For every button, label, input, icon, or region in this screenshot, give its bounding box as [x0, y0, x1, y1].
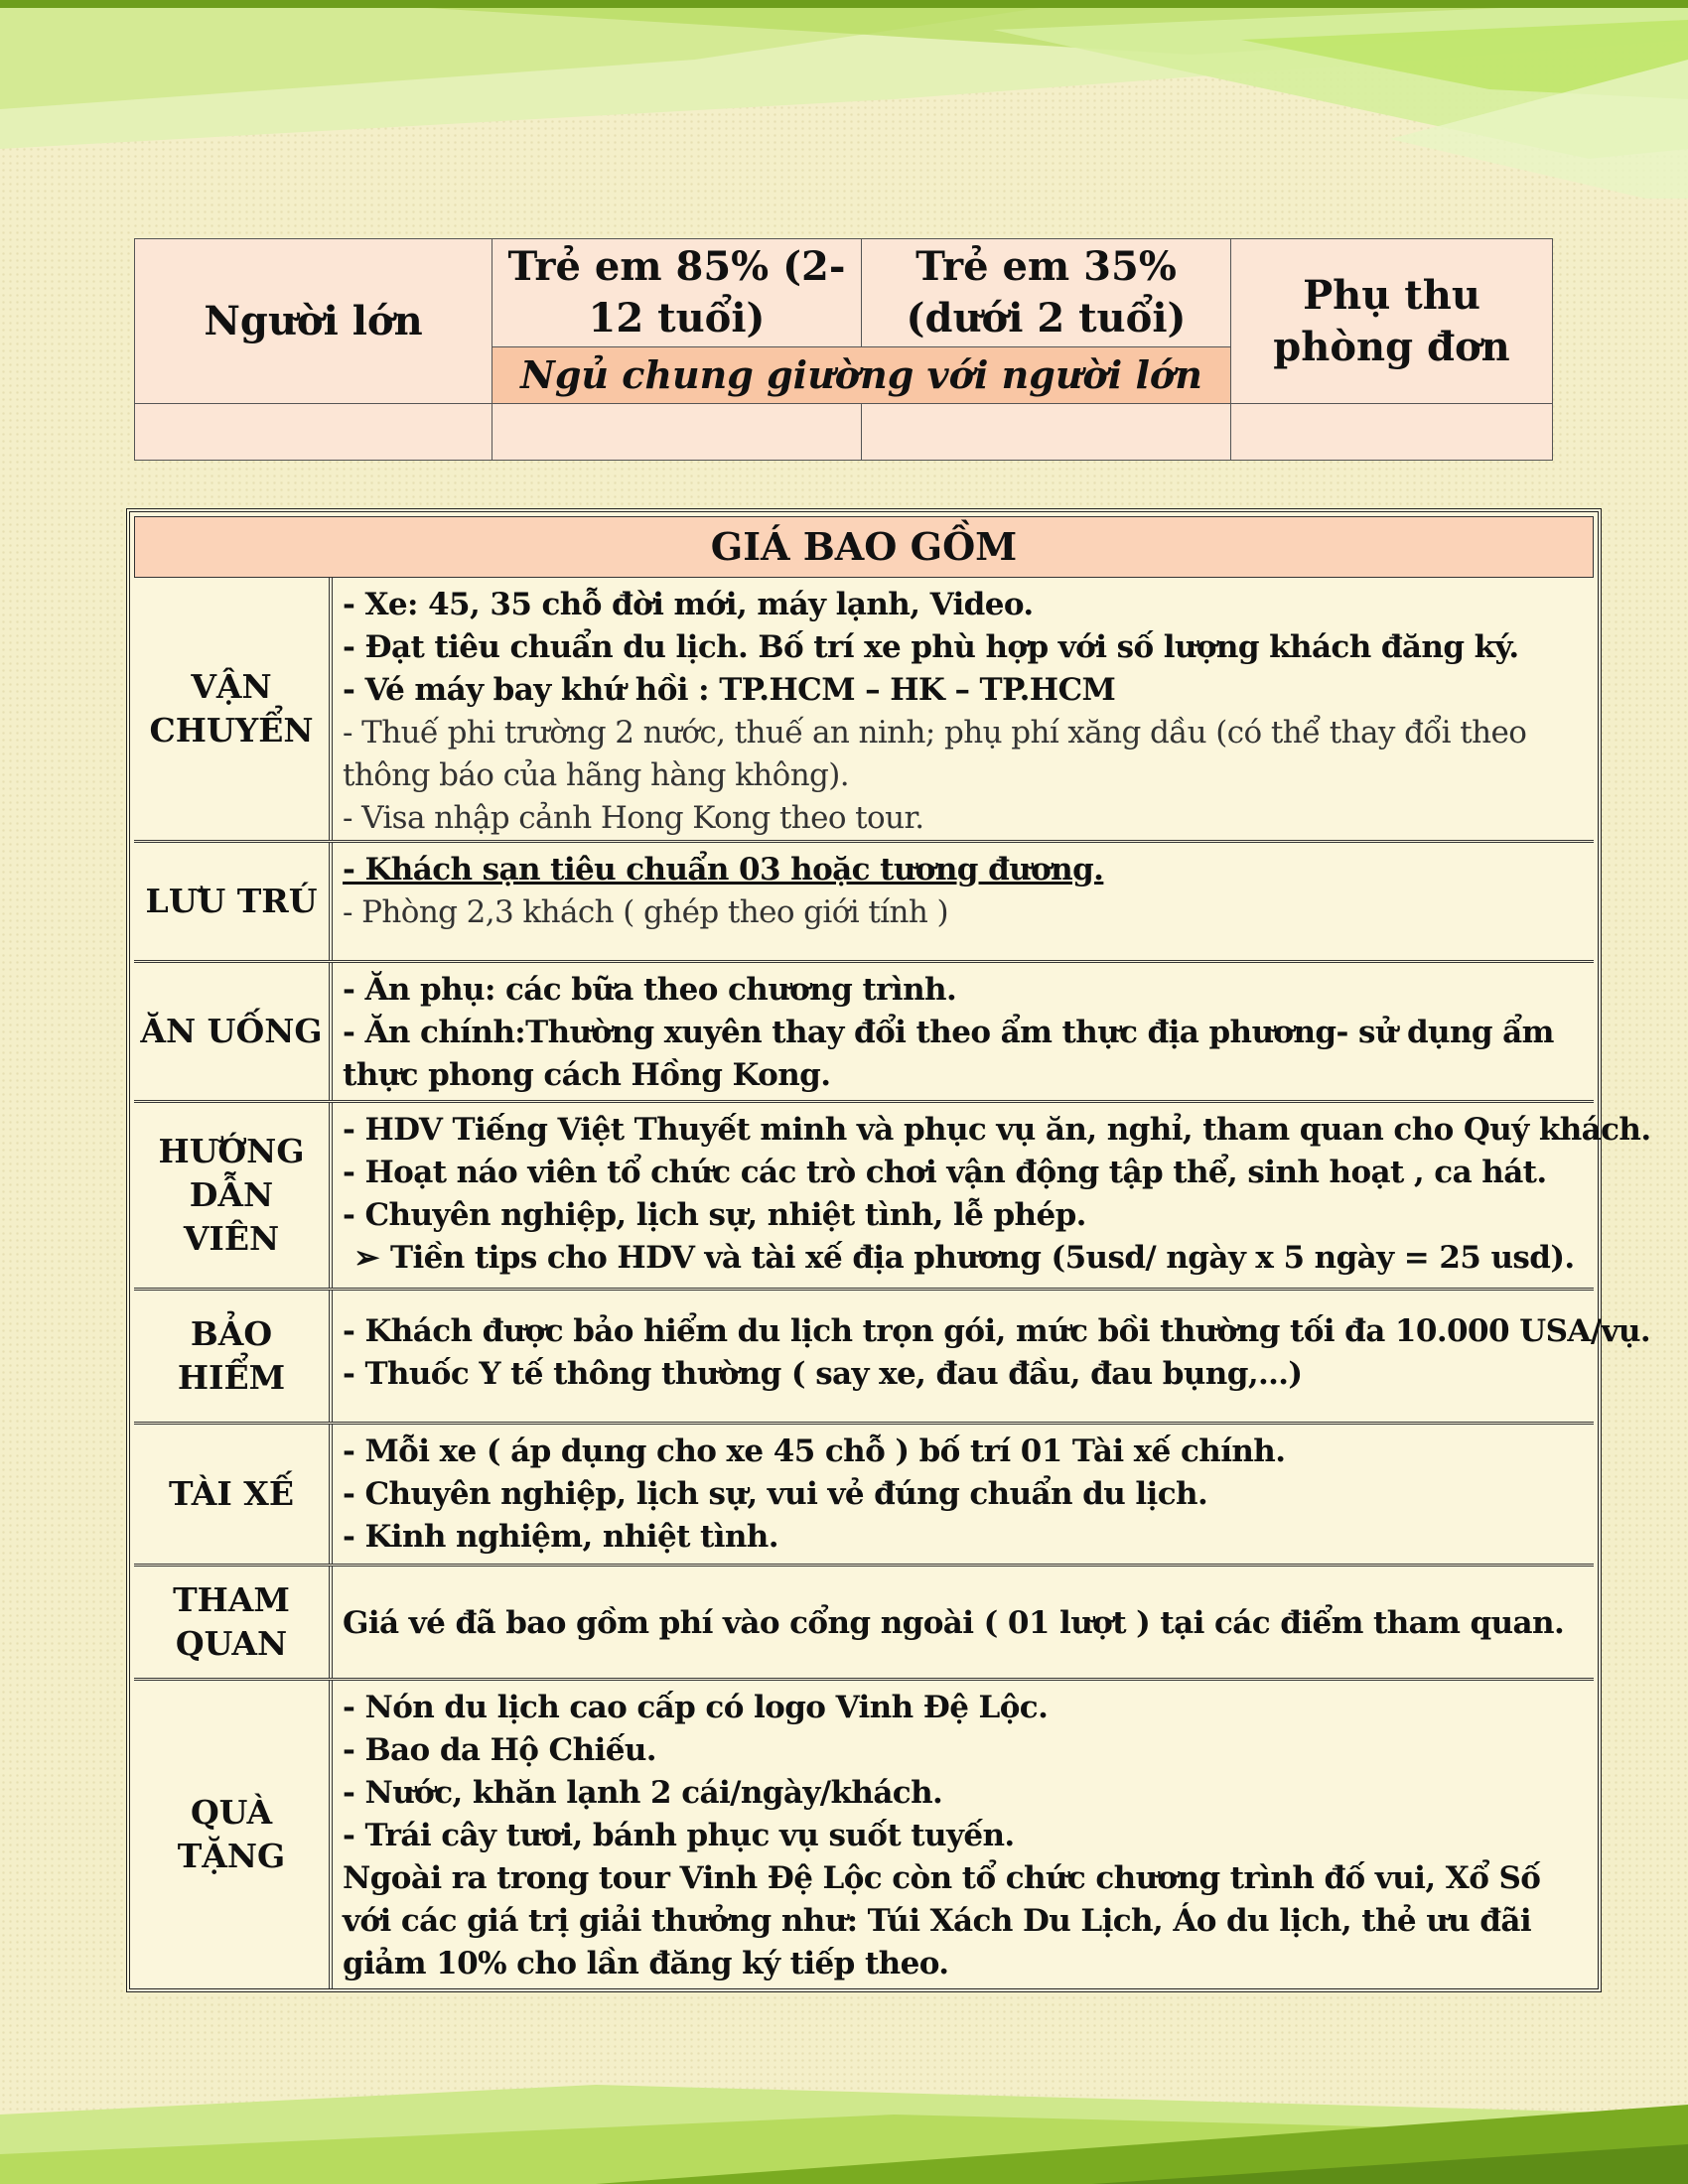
- header-child-85: Trẻ em 85% (2-12 tuổi): [492, 239, 862, 347]
- list-item: - Chuyên nghiệp, lịch sự, vui vẻ đúng chuẩn du lịch.: [343, 1476, 1208, 1512]
- row-label: VẬN CHUYỂN: [134, 578, 333, 840]
- row-label: TÀI XẾ: [134, 1425, 333, 1564]
- row-label: QUÀ TẶNG: [134, 1681, 333, 1988]
- list-item: - Trái cây tươi, bánh phục vụ suốt tuyến.: [343, 1818, 1015, 1853]
- list-item: - Ăn phụ: các bữa theo chương trình.: [343, 972, 957, 1008]
- row-sightseeing: [134, 1567, 1594, 1681]
- list-item: - Hoạt náo viên tổ chức các trò chơi vận động tập thể, sinh hoạt , ca hát.: [343, 1155, 1547, 1190]
- footer-decoration: [0, 2045, 1688, 2184]
- price-single-supplement: [1231, 404, 1553, 461]
- row-accommodation: [134, 843, 1594, 963]
- list-item: - Kinh nghiệm, nhiệt tình.: [343, 1519, 778, 1555]
- row-driver: [134, 1425, 1594, 1567]
- row-label: HƯỚNG DẪN VIÊN: [134, 1103, 333, 1288]
- list-item: - HDV Tiếng Việt Thuyết minh và phục vụ ăn, nghỉ, tham quan cho Quý khách.: [343, 1112, 1651, 1148]
- list-item: - Thuốc Y tế thông thường ( say xe, đau đầu, đau bụng,…): [343, 1356, 1303, 1392]
- price-child-85: [492, 404, 862, 461]
- includes-table: [126, 508, 1651, 1992]
- list-item: - Phòng 2,3 khách ( ghép theo giới tính ): [343, 894, 948, 930]
- row-label: THAM QUAN: [134, 1567, 333, 1678]
- price-child-35: [862, 404, 1231, 461]
- row-meals: [134, 963, 1594, 1103]
- row-label: ĂN UỐNG: [134, 963, 333, 1100]
- header-adult: Người lớn: [135, 239, 492, 404]
- header-single-supplement: Phụ thu phòng đơn: [1231, 239, 1553, 404]
- list-item: Ngoài ra trong tour Vinh Đệ Lộc còn tổ chức chương trình đố vui, Xổ Số với các giá trị giải thưởng như: Túi Xách Du Lịch, Áo du lịch, thẻ ưu đãi giảm 10% cho lần đăng ký tiếp theo.: [343, 1860, 1541, 1981]
- row-guide: [134, 1103, 1651, 1291]
- list-item: - Visa nhập cảnh Hong Kong theo tour.: [343, 800, 924, 836]
- list-item: - Nón du lịch cao cấp có logo Vinh Đệ Lộc.: [343, 1690, 1049, 1725]
- list-item: - Bao da Hộ Chiếu.: [343, 1732, 656, 1768]
- header-decoration: [0, 0, 1688, 199]
- shared-bed-note: Ngủ chung giường với người lớn: [492, 347, 1231, 404]
- list-item: - Khách được bảo hiểm du lịch trọn gói, mức bồi thường tối đa 10.000 USA/vụ.: [343, 1313, 1651, 1349]
- list-item: - Nước, khăn lạnh 2 cái/ngày/khách.: [343, 1775, 943, 1811]
- list-item: - Chuyên nghiệp, lịch sự, nhiệt tình, lễ phép.: [343, 1197, 1086, 1233]
- row-transport: [134, 578, 1594, 843]
- list-item: Giá vé đã bao gồm phí vào cổng ngoài ( 01 lượt ) tại các điểm tham quan.: [343, 1604, 1565, 1641]
- list-item: - Ăn chính:Thường xuyên thay đổi theo ẩm thực địa phương- sử dụng ẩm thực phong cách Hồng Kong.: [343, 1015, 1554, 1093]
- list-item: ➢ Tiền tips cho HDV và tài xế địa phương (5usd/ ngày x 5 ngày = 25 usd).: [343, 1237, 1651, 1280]
- row-gifts: [134, 1681, 1594, 1988]
- list-item: - Khách sạn tiêu chuẩn 03 hoặc tương đương.: [343, 852, 1104, 887]
- price-table: [134, 238, 1553, 461]
- list-item: - Thuế phi trường 2 nước, thuế an ninh; phụ phí xăng dầu (có thể thay đổi theo thông báo của hãng hàng không).: [343, 715, 1527, 793]
- list-item: - Mỗi xe ( áp dụng cho xe 45 chỗ ) bố trí 01 Tài xế chính.: [343, 1433, 1286, 1469]
- row-label: LƯU TRÚ: [134, 843, 333, 960]
- row-insurance: [134, 1291, 1651, 1425]
- list-item: - Đạt tiêu chuẩn du lịch. Bố trí xe phù hợp với số lượng khách đăng ký.: [343, 629, 1519, 665]
- includes-title: GIÁ BAO GỒM: [134, 516, 1594, 578]
- list-item: - Vé máy bay khứ hồi : TP.HCM – HK – TP.HCM: [343, 672, 1116, 708]
- list-item: - Xe: 45, 35 chỗ đời mới, máy lạnh, Video.: [343, 587, 1034, 622]
- row-label: BẢO HIỂM: [134, 1291, 333, 1422]
- arrow-bullet-icon: ➢: [353, 1240, 379, 1276]
- header-child-35: Trẻ em 35% (dưới 2 tuổi): [862, 239, 1231, 347]
- price-adult: [135, 404, 492, 461]
